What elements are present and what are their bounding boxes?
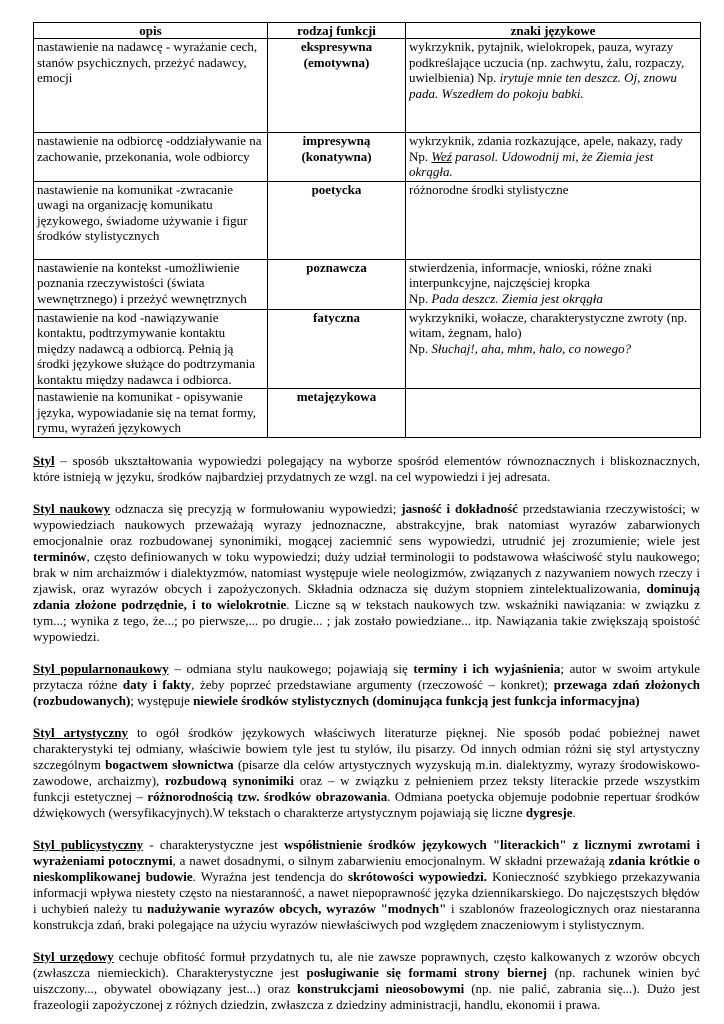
- paragraph-text: . Wyraźna jest tendencja do: [192, 868, 348, 884]
- row-description: nastawienie na komunikat -zwracanie uwagi na organizację komunikatu językowego, świadome używanie i figur środków stylistycznych: [34, 181, 268, 259]
- paragraph-styl-artystyczny: [33, 725, 700, 821]
- function-name-alt: (konatywna): [301, 148, 372, 164]
- table-row: [34, 259, 701, 309]
- example-text: irytuje mnie ten deszcz. Oj, znowu pada. Wszedłem do pokoju babki.: [409, 70, 677, 101]
- example-text: Słuchaj!, aha, mhm, halo, co nowego?: [431, 340, 632, 356]
- function-name-main: impresywną: [302, 133, 371, 148]
- paragraph-text: . Liczne są w tekstach naukowych tzw. wskaźniki nawiązania: w związku z tym...; wynika z tego, że...; po pierwsze,... po drugie... ; jak zostało powiedziane... itp. Nawiązania takie zwiększają spoistość wypowiedzi.: [33, 596, 701, 644]
- signs-text: wykrzyknik, pytajnik, wielokropek, pauza, wyrazy podkreślające uczucia (np. zachwytu, żalu, rozpaczy, uwielbienia) Np.: [409, 39, 685, 85]
- emphasis-text: dominują zdania złożone podrzędnie, i to wielokrotnie: [33, 580, 700, 612]
- function-name: poetycka: [268, 181, 406, 259]
- table-row: [34, 389, 701, 438]
- emphasis-text: niewiele środków stylistycznych (dominująca funkcją jest funkcja informacyjna): [193, 692, 640, 708]
- table-row: [34, 309, 701, 389]
- paragraph-text: , żeby poprzeć przedstawiane argumenty (rzeczowość – konkret);: [191, 676, 554, 692]
- example-text: parasol. Udowodnij mi, że Ziemia jest okrągła.: [409, 148, 654, 179]
- paragraph-text: i szablonów frazeologicznych oraz niestaranna konstrukcja zdań, braki polegające na użyciu wyrazów niewłaściwych pod względem znaczeniowym i stylistycznym.: [33, 900, 700, 932]
- term-heading: Styl urzędowy: [33, 948, 114, 964]
- emphasis-text: nadużywanie wyrazów obcych, wyrazów "modnych": [147, 900, 447, 916]
- language-signs: [406, 259, 701, 309]
- table-row: [34, 181, 701, 259]
- emphasis-text: przewaga zdań złożonych (rozbudowanych): [33, 676, 700, 708]
- language-signs: [406, 39, 701, 133]
- paragraph-text: ; występuje: [130, 692, 194, 708]
- row-description: nastawienie na nadawcę - wyrażanie cech, stanów psychicznych, przeżyć nadawcy, emocji: [34, 39, 268, 133]
- document-page: [33, 22, 700, 1013]
- example-text: Pada deszcz. Ziemia jest okrągła: [431, 290, 603, 306]
- language-signs: [406, 389, 701, 438]
- example-underlined-word: Weź: [431, 148, 452, 164]
- header-opis: opis: [34, 23, 268, 39]
- paragraph-text: oraz – w związku z pełnieniem przez teksty literackie przede wszystkim funkcji estetycznej –: [33, 772, 700, 804]
- table-row: [34, 133, 701, 182]
- paragraph-styl-popularnonaukowy: [33, 661, 700, 709]
- row-description: nastawienie na kod -nawiązywanie kontaktu, podtrzymywanie kontaktu między nadawcą a odbiorcą. Pełnią ją środki językowe służące do podtrzymania kontaktu między nadawca i odbiorca.: [34, 309, 268, 389]
- paragraph-text: , często definiowanych w toku wypowiedzi; duży udział terminologii to podstawowa właściwość stylu naukowego; brak w nim archaizmów i dialektyzmów, natomiast występuje wiele neologizmów, związanych z nazywaniem nowych rzeczy i zjawisk, oraz wyrazów obcych i zapożyczonych. Składnia odznacza się dużym stopniem zintelektualizowania,: [33, 548, 700, 596]
- language-functions-table: [33, 22, 701, 438]
- header-znaki-jezykowe: znaki językowe: [406, 23, 701, 39]
- language-signs: różnorodne środki stylistyczne: [406, 181, 701, 259]
- function-name-alt: (emotywna): [303, 54, 370, 70]
- emphasis-text: zdania krótkie o nieskomplikowanej budowie: [33, 852, 700, 884]
- paragraph-styl-naukowy: [33, 501, 700, 645]
- function-name: [268, 133, 406, 182]
- emphasis-text: rozbudową synonimiki: [165, 772, 295, 788]
- emphasis-text: terminy i ich wyjaśnienia: [413, 660, 561, 676]
- paragraph-text: odznacza się precyzją w formułowaniu wypowiedzi;: [110, 500, 402, 516]
- example-prefix: Np.: [409, 340, 429, 356]
- emphasis-text: jasność i dokładność: [401, 500, 518, 516]
- table-row: [34, 39, 701, 133]
- paragraph-styl-publicystyczny: [33, 837, 700, 933]
- signs-text: wykrzyknik, zdania rozkazujące, apele, nakazy, rady Np.: [409, 133, 683, 164]
- function-name: metajęzykowa: [268, 389, 406, 438]
- term-heading: Styl naukowy: [33, 500, 111, 516]
- table-header-row: [34, 23, 701, 39]
- paragraph-text: Konieczność szybkiego przekazywania informacji wpływa niestety często na niestaranność, a nawet niepoprawność języka dziennikarskiego. Do najczęstszych błędów i uchybień należy tu: [33, 868, 700, 916]
- function-name: poznawcza: [268, 259, 406, 309]
- paragraph-text: (pisarze dla celów artystycznych wyzyskują m.in. dialektyzmy, wyrazy środowiskowo-zawodowe, archaizmy),: [33, 756, 700, 788]
- emphasis-text: daty i fakty: [122, 676, 192, 692]
- header-rodzaj-funkcji: rodzaj funkcji: [268, 23, 406, 39]
- signs-text: stwierdzenia, informacje, wnioski, różne znaki interpunkcyjne, najczęściej kropka: [409, 259, 652, 290]
- term-heading: Styl popularnonaukowy: [33, 660, 169, 676]
- paragraph-text: . Odmiana poetycka objemuje podobnie repertuar środków dźwiękowych (wersyfikacyjnych).W tekstach o charakterze artystycznym pojawiają się liczne: [33, 788, 700, 820]
- emphasis-text: terminów: [33, 548, 87, 564]
- paragraph-text: .: [572, 804, 576, 820]
- term-heading: Styl: [33, 452, 55, 468]
- emphasis-text: współistnienie środków językowych "literackich" z licznymi zwrotami i wyrażeniami potocznymi: [33, 836, 700, 868]
- language-signs: [406, 133, 701, 182]
- language-signs: [406, 309, 701, 389]
- paragraph-text: (np. nie palić, zabrania się...). Dużo jest frazeologii zapożyczonej z różnych dziedzin, zwłaszcza z dziedziny administracji, handlu, ekonomii i prawa.: [33, 980, 700, 1012]
- paragraph-text: – odmiana stylu naukowego; pojawiają się: [168, 660, 414, 676]
- paragraph-text: (np. rachunek winien być uiszczony..., obywatel obowiązany jest...) oraz: [33, 964, 701, 996]
- paragraph-text: ; autor w swoim artykule przytacza różne: [33, 660, 701, 692]
- paragraph-text: – sposób ukształtowania wypowiedzi polegający na wyborze spośród elementów równoznacznych i bliskoznacznych, które istnieją w języku, środków najbardziej przydatnych ze wzgl. na cel wypowiedzi i jej adresata.: [33, 452, 700, 484]
- paragraph-text: to ogół środków językowych właściwych literaturze pięknej. Nie sposób podać pobieżnej nawet charakterystyki tej odmiany, właściwie bowiem tyle jest tu stylów, ilu pisarzy. Od innych odmian różni się styl artystyczny szczególnym: [33, 724, 700, 772]
- row-description: nastawienie na odbiorcę -oddziaływanie na zachowanie, przekonania, wole odbiorcy: [34, 133, 268, 182]
- term-heading: Styl publicystyczny: [33, 836, 144, 852]
- paragraph-text: cechuje obfitość formuł przydatnych tu, ale nie zawsze poprawnych, często kalkowanych z wzorów obcych (zwłaszcza niemieckich). Charakterystyczne jest: [33, 948, 700, 980]
- paragraph-text: - charakterystyczne jest: [143, 836, 285, 852]
- emphasis-text: posługiwanie się formami strony biernej: [306, 964, 548, 980]
- paragraph-text: , a nawet dosadnymi, o silnym zabarwieniu emocjonalnym. W składni przeważają: [172, 852, 609, 868]
- function-name: [268, 39, 406, 133]
- emphasis-text: różnorodnością tzw. środków obrazowania: [147, 788, 388, 804]
- emphasis-text: dygresje: [525, 804, 573, 820]
- paragraph-styl-urzedowy: [33, 949, 700, 1013]
- term-heading: Styl artystyczny: [33, 724, 128, 740]
- row-description: nastawienie na kontekst -umożliwienie poznania rzeczywistości (świata wewnętrznego) i przeżyć wewnętrznych: [34, 259, 268, 309]
- signs-text: wykrzykniki, wołacze, charakterystyczne zwroty (np. witam, żegnam, halo): [409, 309, 688, 340]
- emphasis-text: skrótowości wypowiedzi.: [347, 868, 487, 884]
- function-name-main: ekspresywna: [300, 39, 373, 54]
- emphasis-text: konstrukcjami nieosobowymi: [296, 980, 465, 996]
- function-name: fatyczna: [268, 309, 406, 389]
- paragraph-text: przedstawiania rzeczywistości; w wypowiedziach naukowych przeważają wyrazy jednoznaczne, abstrakcyjne, brak natomiast wyrazów zabarwionych emocjonalnie oraz rozbudowanej synonimiki, mogącej zaciemnić sens wypowiedzi, utrudnić jej zrozumienie; wiele jest: [33, 500, 701, 548]
- emphasis-text: bogactwem słownictwa: [105, 756, 234, 772]
- row-description: nastawienie na komunikat - opisywanie języka, wypowiadanie się na temat formy, rymu, wyrażeń językowych: [34, 389, 268, 438]
- paragraph-styl: [33, 453, 700, 485]
- example-prefix: Np.: [409, 290, 429, 306]
